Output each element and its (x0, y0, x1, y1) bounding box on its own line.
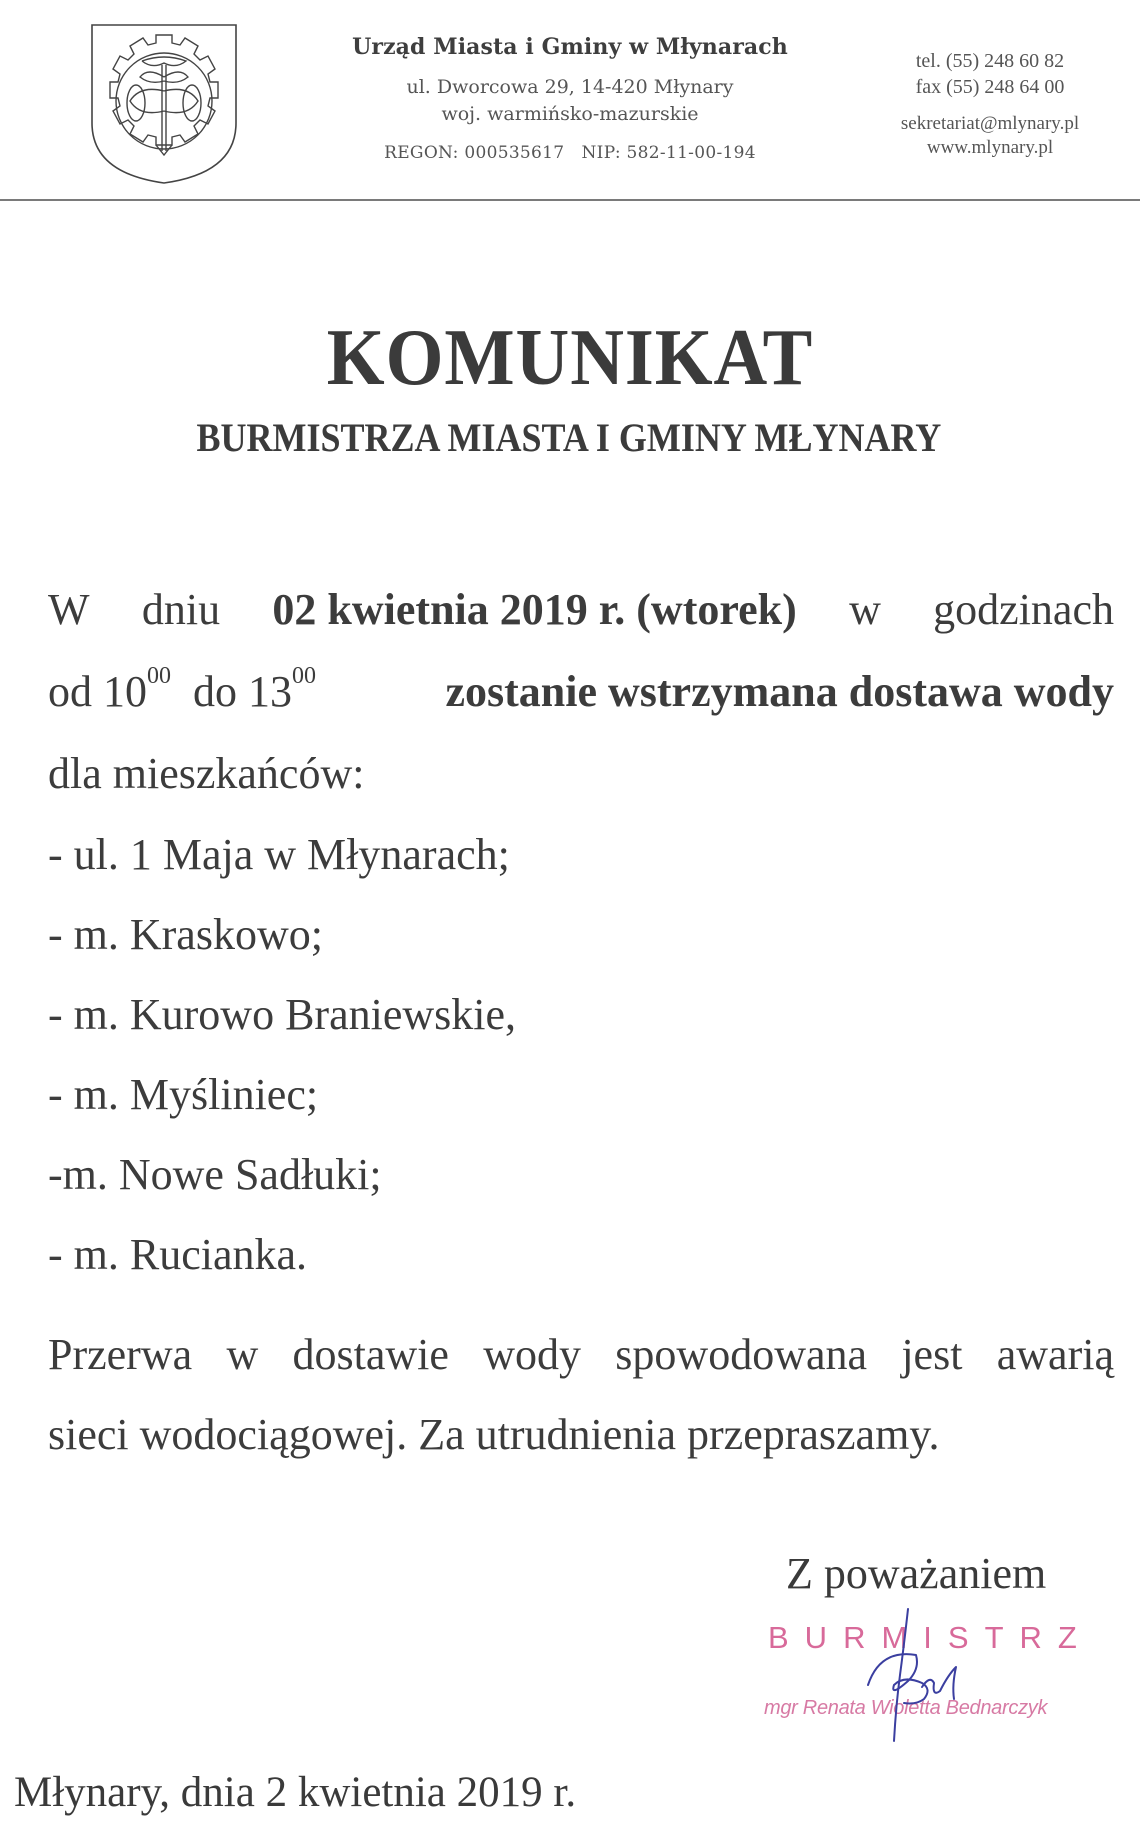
outage-notice: zostanie wstrzymana dostawa wody (445, 667, 1114, 716)
body-line-1 (48, 585, 1114, 634)
location-list-item: - m. Rucianka. (48, 1230, 308, 1279)
address-line-2: woj. warmińsko-mazurskie (441, 103, 699, 125)
end-hour: 13 (248, 667, 292, 716)
document-title: KOMUNIKAT (326, 314, 814, 402)
stamp-name: mgr Renata Wioletta Bednarczyk (764, 1697, 1048, 1719)
address-line-1: ul. Dworcowa 29, 14-420 Młynary (406, 76, 734, 98)
organization-address (330, 74, 810, 128)
organization-name: Urząd Miasta i Gminy w Młynarach (352, 34, 788, 60)
contact-info (860, 48, 1120, 160)
document-subtitle: BURMISTRZA MIASTA I GMINY MŁYNARY (196, 415, 942, 460)
body-line-3: dla mieszkańców: (48, 749, 365, 798)
word: dniu (141, 585, 221, 634)
word: W (48, 585, 90, 634)
fax-number: fax (55) 248 64 00 (915, 76, 1065, 98)
stamp-title: BURMISTRZ (768, 1620, 1093, 1655)
email-address: sekretariat@mlynary.pl (900, 113, 1080, 134)
end-minute: 00 (292, 663, 316, 689)
organization-ids: REGON: 000535617 NIP: 582-11-00-194 (384, 143, 756, 163)
header-divider (0, 199, 1140, 201)
closing-salutation: Z poważaniem (786, 1549, 1047, 1598)
start-hour: 10 (103, 667, 147, 716)
website-url: www.mlynary.pl (926, 137, 1054, 158)
organization-header (330, 34, 810, 163)
location-list-item: - ul. 1 Maja w Młynarach; (48, 830, 510, 879)
body-line-2 (48, 663, 1114, 716)
location-list-item: - m. Kraskowo; (48, 910, 323, 959)
outage-date: 02 kwietnia 2019 r. (wtorek) (272, 585, 797, 634)
start-minute: 00 (147, 663, 171, 689)
word: w (849, 585, 881, 634)
word: godzinach (933, 585, 1114, 634)
place-and-date: Młynary, dnia 2 kwietnia 2019 r. (14, 1769, 577, 1816)
location-list-item: - m. Myśliniec; (48, 1070, 319, 1119)
location-list-item: -m. Nowe Sadłuki; (48, 1150, 382, 1199)
location-list-item: - m. Kurowo Braniewskie, (48, 990, 517, 1039)
handwritten-signature-icon (860, 1605, 1050, 1745)
closing-paragraph-line-1: Przerwa w dostawie wody spowodowana jest awarią (48, 1330, 1114, 1379)
closing-paragraph-line-2: sieci wodociągowej. Za utrudnienia przepraszamy. (48, 1410, 940, 1459)
coat-of-arms-icon (90, 23, 238, 185)
outage-hours: od $10^{00}$ do $13^{00}$ (48, 663, 316, 716)
phone-number: tel. (55) 248 60 82 (915, 50, 1065, 72)
